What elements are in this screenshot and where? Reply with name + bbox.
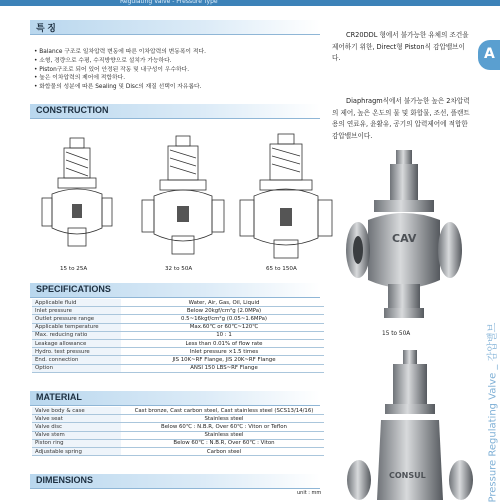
spec-value: 10 : 1 <box>121 331 324 339</box>
construction-diagram-large <box>238 132 333 262</box>
valve-photo-bottom <box>345 350 475 500</box>
material-label: Valve stem <box>32 431 121 439</box>
features-list <box>34 48 324 92</box>
list-item: • 소형, 경량으로 수평, 수직방향으로 설치가 가능하다. <box>34 57 324 66</box>
section-header-features <box>30 20 320 35</box>
description-paragraph: Diaphragm식에서 불가능한 높은 2차압력의 제어, 높은 온도의 물 및 화합물, 조선, 플랜트용의 연료유, 윤활유, 공기의 압력제어에 적합한 감압밸브이다. <box>332 97 470 140</box>
spec-value: Less than 0.01% of flow rate <box>121 339 324 347</box>
specifications-table <box>32 299 324 373</box>
table-row <box>32 323 324 331</box>
table-row <box>32 423 324 431</box>
list-item: • Piston구조로 되어 있어 안정된 작동 및 내구성이 우수하다. <box>34 66 324 75</box>
material-value: Below 60℃ : N.B.R, Over 60℃ : Viton or Teflon <box>121 423 324 431</box>
table-row <box>32 356 324 364</box>
spec-label: Leakage allowance <box>32 339 121 347</box>
table-row <box>32 307 324 315</box>
spec-value: Below 20kgf/cm²g (2.0MPa) <box>121 307 324 315</box>
spec-value: 0.5~16kgf/cm²g (0.05~1.6MPa) <box>121 315 324 323</box>
spec-label: Applicable temperature <box>32 323 121 331</box>
material-value: Below 60℃ : N.B.R, Over 60℃ : Viton <box>121 439 324 447</box>
section-header-dimensions <box>30 474 320 489</box>
table-row <box>32 439 324 447</box>
section-header-specifications <box>30 283 320 298</box>
diagram-caption: 65 to 150A <box>266 266 297 272</box>
spec-label: Applicable fluid <box>32 299 121 307</box>
table-row <box>32 415 324 423</box>
valve-photo-top <box>340 150 470 325</box>
material-label: Valve body & case <box>32 407 121 415</box>
spec-value: Water, Air, Gas, Oil, Liquid <box>121 299 324 307</box>
spec-label: Option <box>32 364 121 372</box>
description-paragraph: CR20DDL 형에서 불가능한 유체의 조건을 제어하기 위한, Direct형 Piston식 감압밸브이다. <box>332 31 469 63</box>
photo-caption: 15 to 50A <box>382 331 411 337</box>
vertical-label <box>476 322 499 503</box>
section-title: 특 징 <box>36 23 56 33</box>
banner-tagline: Regulating Valve - Pressure Type <box>120 0 218 5</box>
table-row <box>32 431 324 439</box>
list-item: • 화합물의 성분에 따른 Sealing 및 Disc의 재질 선택이 자유롭다. <box>34 83 324 92</box>
material-table <box>32 407 324 456</box>
diagram-caption: 32 to 50A <box>165 266 193 272</box>
table-row <box>32 331 324 339</box>
spec-value: JIS 10K~RF Flange, JIS 20K~RF Flange <box>121 356 324 364</box>
material-value: Cast bronze, Cast carbon steel, Cast stainless steel (SCS13/14/16) <box>121 407 324 415</box>
material-label: Valve disc <box>32 423 121 431</box>
table-row <box>32 407 324 415</box>
section-title: MATERIAL <box>36 392 82 402</box>
spec-label: Hydro. test pressure <box>32 348 121 356</box>
spec-value: Max.60℃ or 60℃~120℃ <box>121 323 324 331</box>
section-tab[interactable] <box>478 40 500 70</box>
material-value: Carbon steel <box>121 447 324 455</box>
section-title: DIMENSIONS <box>36 475 94 485</box>
table-row <box>32 299 324 307</box>
section-title: CONSTRUCTION <box>36 105 109 115</box>
table-row <box>32 447 324 455</box>
diagram-caption: 15 to 25A <box>60 266 88 272</box>
table-row <box>32 364 324 372</box>
material-label: Valve seat <box>32 415 121 423</box>
spec-label: Inlet pressure <box>32 307 121 315</box>
spec-value: ANSI 150 LBS~RF Flange <box>121 364 324 372</box>
photo-brand-text: CAV <box>392 232 417 245</box>
spec-label: End. connection <box>32 356 121 364</box>
table-row <box>32 339 324 347</box>
material-label: Piston ring <box>32 439 121 447</box>
section-header-construction <box>30 104 320 119</box>
section-title: SPECIFICATIONS <box>36 284 111 294</box>
spec-label: Outlet pressure range <box>32 315 121 323</box>
table-row <box>32 348 324 356</box>
list-item: • 높은 이차압력의 제어에 적합하다. <box>34 74 324 83</box>
section-header-material <box>30 391 320 406</box>
spec-value: Inlet pressure ×1.5 times <box>121 348 324 356</box>
section-tab-letter: A <box>484 46 495 62</box>
construction-diagram-medium <box>140 132 225 262</box>
table-row <box>32 315 324 323</box>
material-label: Adjustable spring <box>32 447 121 455</box>
top-banner <box>0 0 500 6</box>
list-item: • Balance 구조로 일차압력 변동에 따른 이차압력의 변동폭이 적다. <box>34 48 324 57</box>
material-value: Stainless steel <box>121 415 324 423</box>
material-value: Stainless steel <box>121 431 324 439</box>
construction-diagram-small <box>40 132 115 262</box>
spec-label: Max. reducing ratio <box>32 331 121 339</box>
vertical-label-text: Pressure Regulating Valve _ 감압밸브 <box>487 322 499 503</box>
photo-brand-text: CONSUL <box>389 471 426 480</box>
unit-label: unit : mm <box>297 490 322 496</box>
